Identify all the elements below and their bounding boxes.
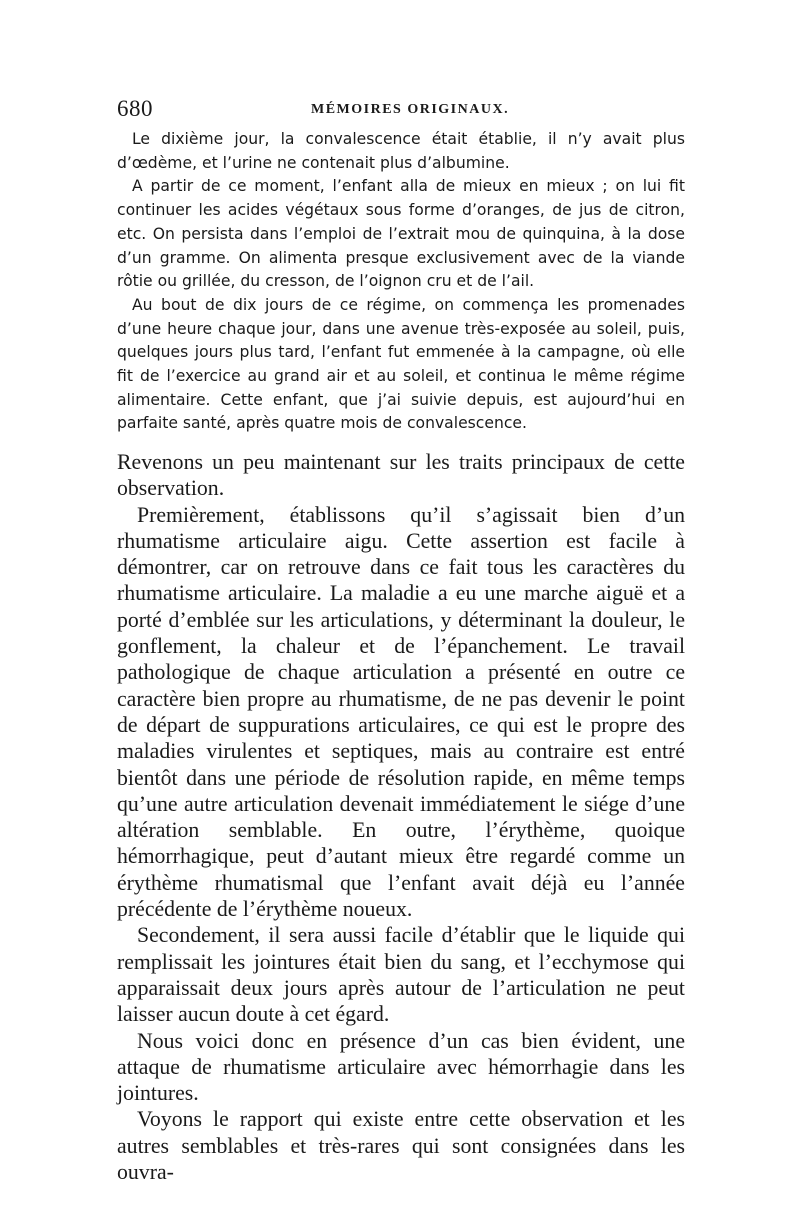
paragraph: Premièrement, établissons qu’il s’agissait bien d’un rhumatisme articulaire aigu. Cette assertion est facile à démontrer, car on retrouve dans ce fait tous les caractères du rhumatisme articulaire. La maladie a eu une marche aiguë et a porté d’emblée sur les articulations, y déterminant la douleur, le gonflement, la chaleur et de l’épanchement. Le travail pathologique de chaque articulation a présenté en outre ce caractère bien propre au rhumatisme, de ne pas devenir le point de départ de suppurations articulaires, ce qui est le propre des maladies virulentes et septiques, mais au contraire est entré bientôt dans une période de résolution rapide, en même temps qu’une autre articulation devenait immédiatement le siége d’une altération semblable. En outre, l’érythème, quoique hémorrhagique, peut d’autant mieux être regardé comme un érythème rhumatismal que l’enfant avait déjà eu l’année précédente de l’érythème noueux.: [117, 502, 685, 922]
paragraph: Revenons un peu maintenant sur les traits principaux de cette observation.: [117, 450, 685, 501]
paragraph: Au bout de dix jours de ce régime, on commença les promenades d’une heure chaque jour, dans une avenue très-exposée au soleil, puis, quelques jours plus tard, l’enfant fut emmenée à la campagne, où elle fit de l’exercice au grand air et au soleil, et continua le même régime alimentaire. Cette enfant, que j’ai suivie depuis, est aujourd’hui en parfaite santé, après quatre mois de convalescence.: [117, 295, 685, 433]
discussion-section: [117, 449, 685, 1185]
paragraph: Secondement, il sera aussi facile d’établir que le liquide qui remplissait les jointures était bien du sang, et l’ecchymose qui apparaissait deux jours après autour de l’articulation ne peut laisser aucun doute à cet égard.: [117, 923, 685, 1027]
page-header: [117, 96, 687, 126]
paragraph: A partir de ce moment, l’enfant alla de mieux en mieux ; on lui fit continuer les acides végétaux sous forme d’oranges, de jus de citron, etc. On persista dans l’emploi de l’extrait mou de quinquina, à la dose d’un gramme. On alimenta presque exclusivement avec de la viande rôtie ou grillée, du cresson, de l’oignon cru et de l’ail.: [117, 177, 685, 291]
paragraph: Le dixième jour, la convalescence était établie, il n’y avait plus d’œdème, et l’urine ne contenait plus d’albumine.: [117, 130, 685, 172]
paragraph: Nous voici donc en présence d’un cas bien évident, une attaque de rhumatisme articulaire avec hémorrhagie dans les jointures.: [117, 1028, 685, 1106]
paragraph: Voyons le rapport qui existe entre cette observation et les autres semblables et très-rares qui sont consignées dans les ouvra-: [117, 1107, 685, 1185]
running-title: MÉMOIRES ORIGINAUX.: [311, 102, 510, 117]
case-report-section: [117, 128, 685, 436]
page-number: 680: [117, 96, 153, 121]
